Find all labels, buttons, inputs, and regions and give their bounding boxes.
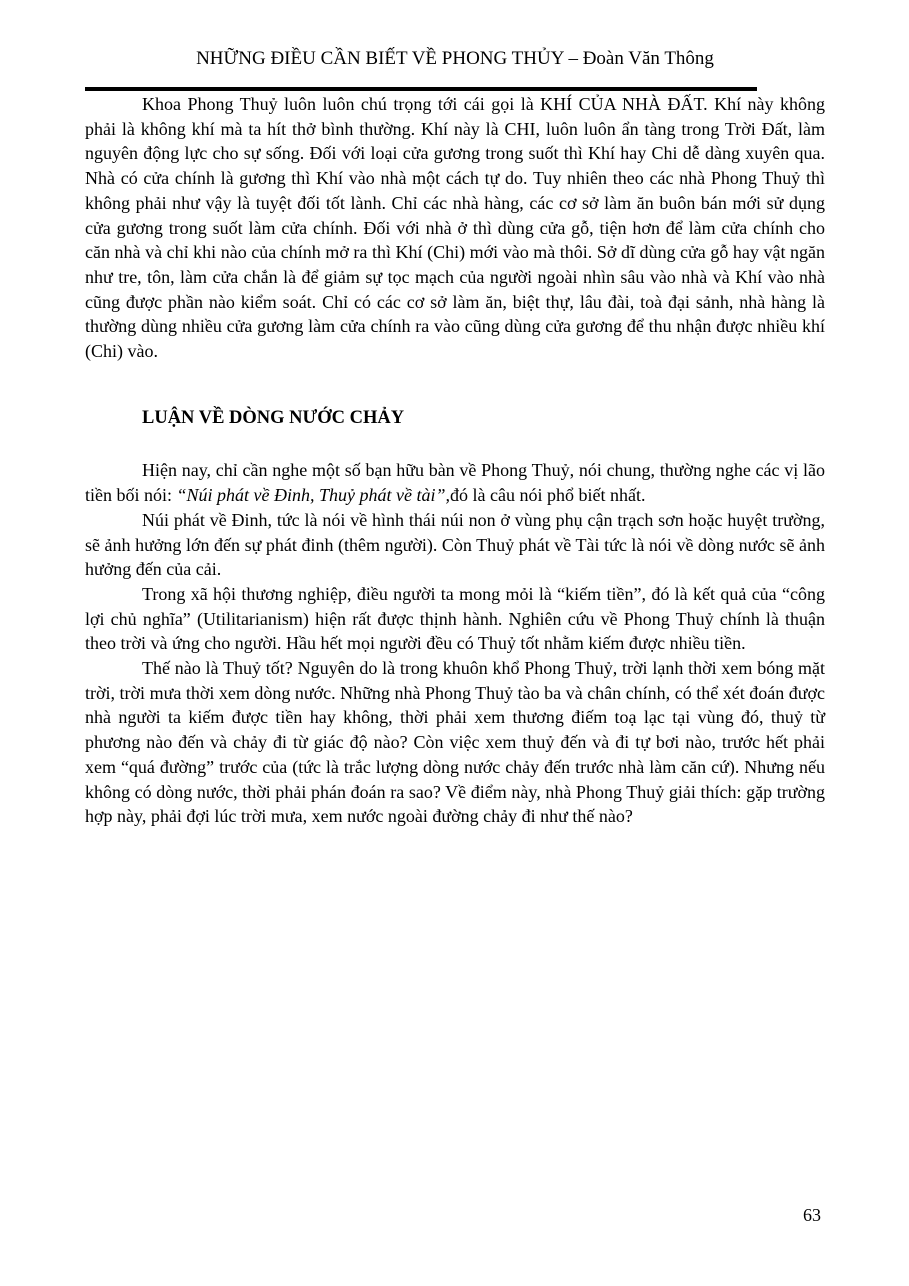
document-body xyxy=(85,92,825,829)
header-rule xyxy=(85,87,757,91)
paragraph-hien-nay-proverb-quote: “Núi phát về Đinh, Thuỷ phát về tài”, xyxy=(176,485,450,506)
page-number: 63 xyxy=(803,1205,821,1225)
page-header xyxy=(85,46,825,72)
paragraph-nui-phat-ve-dinh: Núi phát về Đinh, tức là nói về hình thái núi non ở vùng phụ cận trạch sơn hoặc huyệt trường, sẽ ảnh hưởng lớn đến sự phát đinh (thêm người). Còn Thuỷ phát về Tài tức là nói về dòng nước sẽ ảnh hưởng đến của cải. xyxy=(85,509,825,580)
paragraph-the-nao-la-thuy-tot: Thế nào là Thuỷ tốt? Nguyên do là trong khuôn khổ Phong Thuỷ, trời lạnh thời xem bóng mặt trời, trời mưa thời xem dòng nước. Những nhà Phong Thuỷ tào ba và chân chính, có thể xét đoán được nhà người ta kiếm được tiền hay không, thời phải xem thương điếm toạ lạc tại vùng đó, thuỷ từ phương nào đến và chảy đi từ giác độ nào? Còn việc xem thuỷ đến và đi tự bơi nào, trước hết phải xem “quá đường” trước của (tức là trắc lượng dòng nước chảy đến trước nhà làm căn cứ). Nhưng nếu không có dòng nước, thời phải phán đoán ra sao? Về điểm này, nhà Phong Thuỷ giải thích: gặp trường hợp này, phải đợi lúc trời mưa, xem nước ngoài đường chảy đi như thế nào? xyxy=(85,658,825,827)
header-title: NHỮNG ĐIỀU CẦN BIẾT VỀ PHONG THỦY – Đoàn Văn Thông xyxy=(196,48,714,69)
paragraph-hien-nay-tail: đó là câu nói phổ biết nhất. xyxy=(450,485,646,506)
paragraph-hien-nay-lead: Hiện nay, chỉ cần nghe một số bạn hữu bàn về Phong Thuỷ, nói chung, thường nghe các vị lão tiền bối nói: xyxy=(85,460,825,506)
paragraph-hien-nay xyxy=(85,458,825,507)
paragraph-khi-cua-nha-dat: Khoa Phong Thuỷ luôn luôn chú trọng tới cái gọi là KHÍ CỦA NHÀ ĐẤT. Khí này không phải là không khí mà ta hít thở bình thường. Khí này là CHI, luôn luôn ẩn tàng trong Trời Đất, làm nguyên động lực cho sự sống. Đối với loại cửa gương trong suốt thì Khí hay Chi dễ dàng xuyên qua. Nhà có cửa chính là gương thì Khí vào nhà một cách tự do. Tuy nhiên theo các nhà Phong Thuỷ thì không phải như vậy là tuyệt đối tốt lành. Chỉ các nhà hàng, các cơ sở làm ăn buôn bán mới sử dụng cửa gương trong suốt làm cửa chính. Đối với nhà ở thì dùng cửa gỗ, tiện hơn để làm cửa chính cho căn nhà và chỉ khi nào của chính mở ra thì Khí (Chi) mới vào mà thôi. Sở dĩ dùng cửa gỗ hay vật ngăn như tre, tôn, làm cửa chắn là để giảm sự tọc mạch của người ngoài nhìn sâu vào nhà và Khí vào nhà cũng được phần nào kiểm soát. Chỉ có các cơ sở làm ăn, biệt thự, lâu đài, toà đại sảnh, nhà hàng là thường dùng nhiều cửa gương làm cửa chính ra vào cũng dùng cửa gương để thu nhận được nhiều khí (Chi) vào. xyxy=(85,94,825,362)
section-heading-luan-ve-dong-nuoc-chay: LUẬN VỀ DÒNG NƯỚC CHẢY xyxy=(142,407,405,428)
paragraph-trong-xa-hoi: Trong xã hội thương nghiệp, điều người ta mong mỏi là “kiếm tiền”, đó là kết quả của “công lợi chủ nghĩa” (Utilitarianism) hiện rất được thịnh hành. Nghiên cứu về Phong Thuỷ chính là thuận theo trời và ứng cho người. Hầu hết mọi người đều có Thuỷ tốt nhằm kiếm được nhiều tiền. xyxy=(85,583,825,654)
